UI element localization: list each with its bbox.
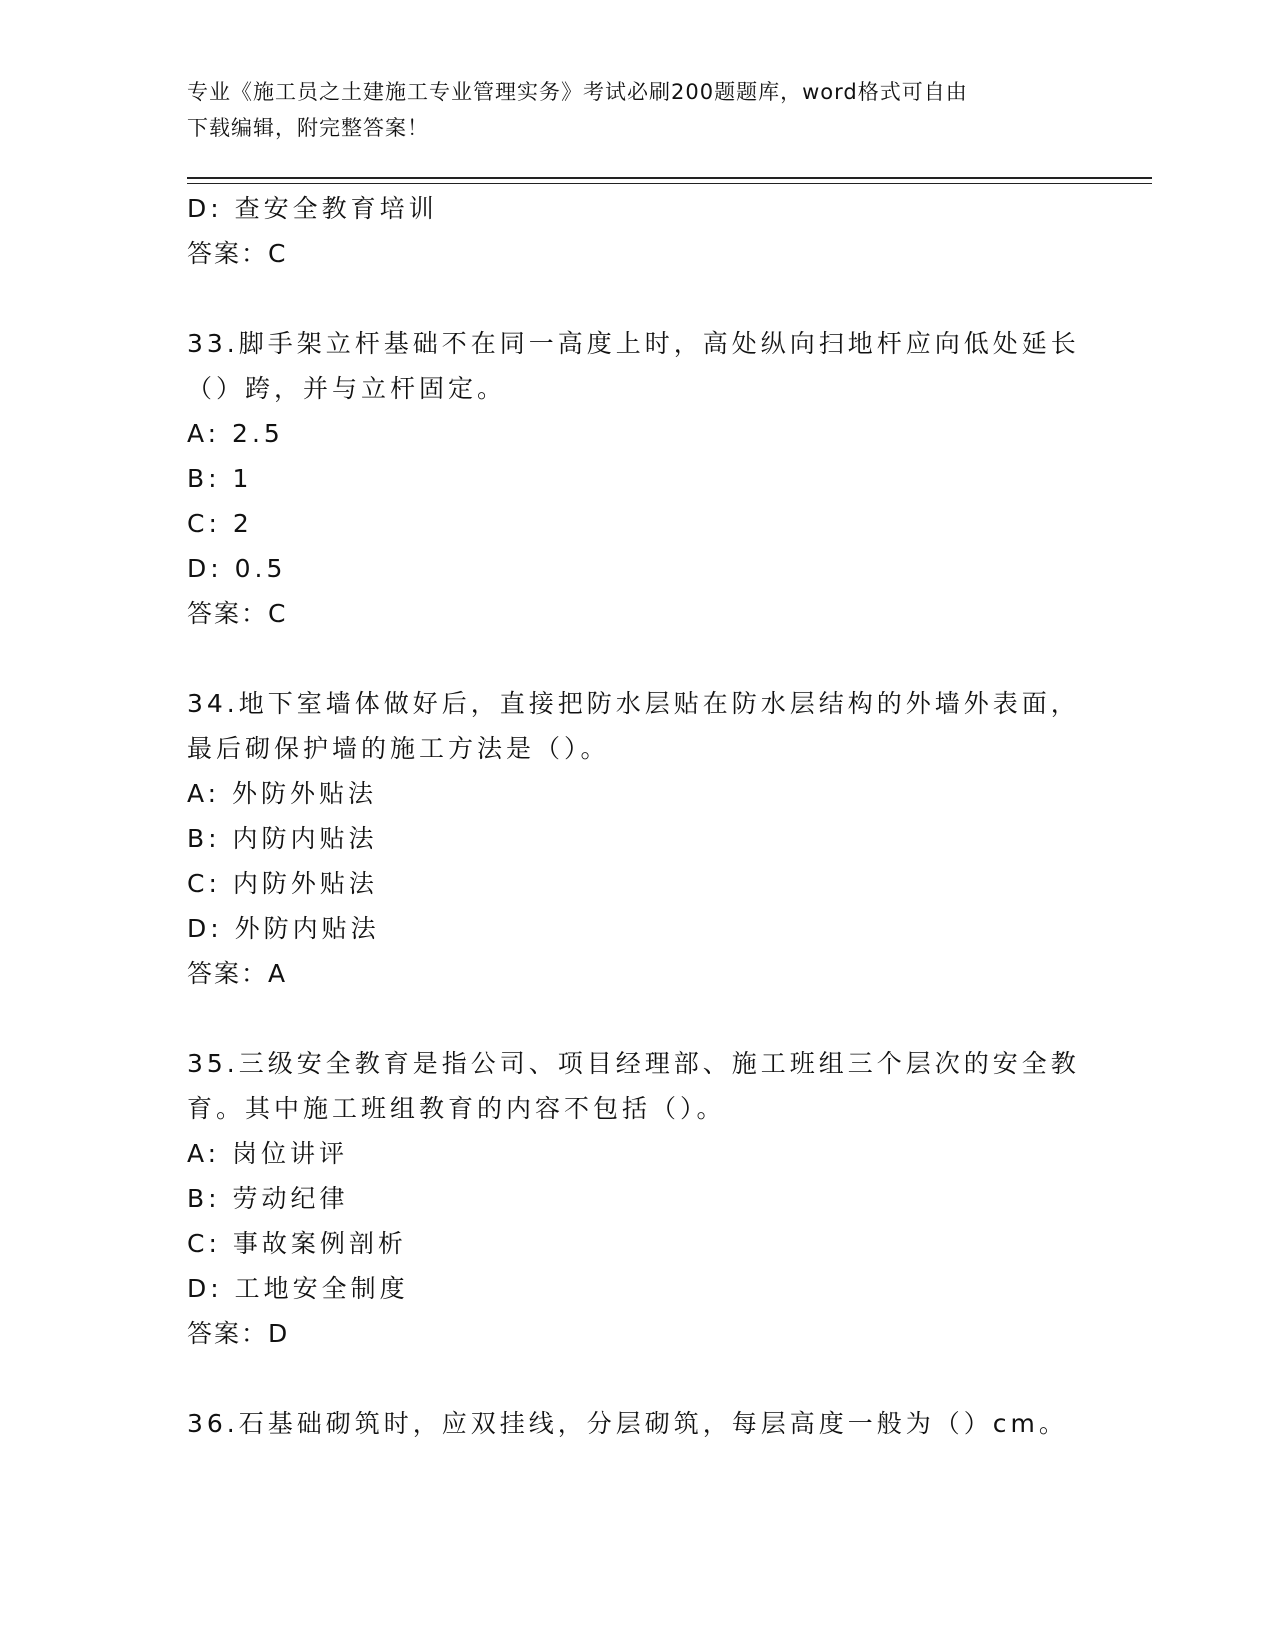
q34-answer: 答案：A (187, 959, 288, 988)
q34-option-c: C: 内防外贴法 (187, 869, 378, 898)
q35-option-c: C: 事故案例剖析 (187, 1229, 407, 1258)
q33-option-d: D: 0.5 (187, 554, 287, 583)
document-header (187, 74, 1067, 146)
q36-stem-line-1: 36.石基础砌筑时，应双挂线，分层砌筑，每层高度一般为（）cm。 (187, 1409, 1068, 1438)
q35-option-a: A: 岗位讲评 (187, 1139, 349, 1168)
q35-option-b: B: 劳动纪律 (187, 1184, 349, 1213)
q35-stem-line-2: 育。其中施工班组教育的内容不包括（）。 (187, 1094, 726, 1123)
header-line-2: 下载编辑，附完整答案！ (187, 116, 429, 140)
q33-option-b: B: 1 (187, 464, 253, 493)
header-line-1: 专业《施工员之土建施工专业管理实务》考试必刷200题题库，word格式可自由 (187, 80, 968, 104)
header-divider-thick (187, 177, 1152, 179)
q34-option-b: B: 内防内贴法 (187, 824, 378, 853)
q34-stem-line-2: 最后砌保护墙的施工方法是（）。 (187, 734, 610, 763)
header-divider-thin (187, 183, 1152, 184)
prev-option-d: D: 查安全教育培训 (187, 194, 438, 223)
q34-option-d: D: 外防内贴法 (187, 914, 380, 943)
q33-stem-line-2: （）跨，并与立杆固定。 (187, 374, 507, 403)
q33-option-a: A: 2.5 (187, 419, 284, 448)
q34-stem-line-1: 34.地下室墙体做好后，直接把防水层贴在防水层结构的外墙外表面， (187, 689, 1080, 718)
q33-option-c: C: 2 (187, 509, 253, 538)
q35-answer: 答案：D (187, 1319, 290, 1348)
q35-option-d: D: 工地安全制度 (187, 1274, 409, 1303)
q35-stem-line-1: 35.三级安全教育是指公司、项目经理部、施工班组三个层次的安全教 (187, 1049, 1080, 1078)
q34-option-a: A: 外防外贴法 (187, 779, 378, 808)
prev-answer: 答案：C (187, 239, 288, 268)
q33-answer: 答案：C (187, 599, 288, 628)
q33-stem-line-1: 33.脚手架立杆基础不在同一高度上时，高处纵向扫地杆应向低处延长 (187, 329, 1080, 358)
